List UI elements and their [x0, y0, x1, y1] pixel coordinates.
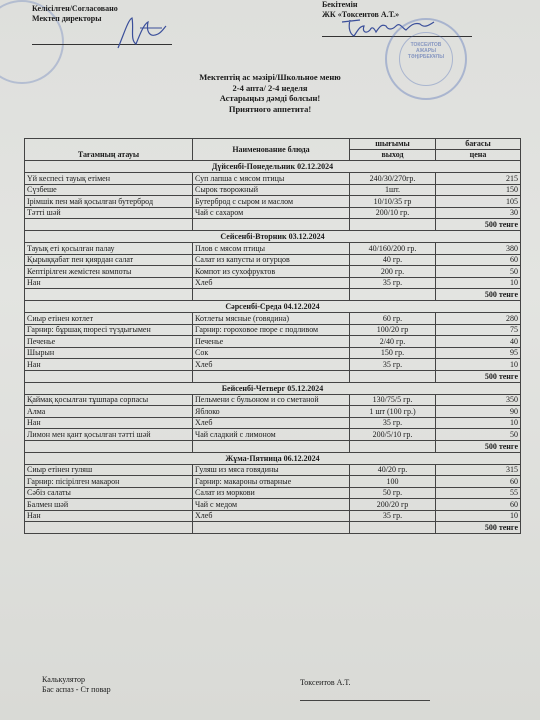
- company-label: ЖК «Токсеитов А.Т.»: [322, 10, 400, 19]
- dish-price: 280: [436, 313, 521, 325]
- menu-title-line3: Астарыңыз дәмді болсын!: [219, 93, 321, 103]
- table-row: [25, 429, 521, 441]
- dish-name-kz: Қаймақ қосылған тұшпара сорпасы: [25, 394, 193, 406]
- dish-name-ru: Хлеб: [193, 417, 350, 429]
- col-header-qty-ru: выход: [350, 150, 436, 161]
- dish-name-ru: Гарнир: гороховое пюре с подливом: [193, 324, 350, 336]
- dish-name-kz: Сиыр етінен котлет: [25, 313, 193, 325]
- total-spacer: [25, 440, 193, 452]
- total-spacer: [25, 522, 193, 534]
- dish-quantity: 2/40 гр.: [350, 336, 436, 348]
- dish-name-ru: Плов с мясом птицы: [193, 243, 350, 255]
- day-total-row: [25, 522, 521, 534]
- table-row: [25, 196, 521, 208]
- day-title: Бейсенбі-Четверг 05.12.2024: [25, 382, 521, 394]
- day-title: Сейсенбі-Вторник 03.12.2024: [25, 231, 521, 243]
- dish-quantity: 200/10 гр.: [350, 207, 436, 219]
- dish-quantity: 35 гр.: [350, 359, 436, 371]
- menu-title-line1: Мектептің ас мәзірі/Школьное меню: [199, 72, 341, 82]
- day-title: Дүйсенбі-Понедельник 02.12.2024: [25, 161, 521, 173]
- total-spacer: [193, 370, 350, 382]
- dish-name-ru: Салат из моркови: [193, 487, 350, 499]
- dish-name-kz: Нан: [25, 359, 193, 371]
- day-total: 500 тенге: [436, 289, 521, 301]
- dish-price: 350: [436, 394, 521, 406]
- dish-name-ru: Чай с медом: [193, 499, 350, 511]
- total-spacer: [193, 440, 350, 452]
- dish-quantity: 40 гр.: [350, 254, 436, 266]
- dish-quantity: 1шт.: [350, 184, 436, 196]
- table-row: [25, 510, 521, 522]
- col-header-name-ru: Наименование блюда: [193, 139, 350, 161]
- approve-label: Бекітемін: [322, 0, 358, 9]
- dish-name-kz: Шырын: [25, 347, 193, 359]
- dish-name-kz: Сәбіз салаты: [25, 487, 193, 499]
- director-label: Мектеп директоры: [32, 14, 102, 23]
- dish-price: 40: [436, 336, 521, 348]
- dish-name-kz: Қырыққабат пен қиярдан салат: [25, 254, 193, 266]
- dish-name-kz: Сүзбеше: [25, 184, 193, 196]
- dish-price: 60: [436, 499, 521, 511]
- dish-name-kz: Гарнир: пісірілген макарон: [25, 476, 193, 488]
- menu-title: [0, 72, 540, 114]
- dish-price: 50: [436, 266, 521, 278]
- dish-price: 55: [436, 487, 521, 499]
- dish-quantity: 240/30/270гр.: [350, 173, 436, 185]
- col-header-name-kz: Тағамның атауы: [25, 139, 193, 161]
- day-total-row: [25, 289, 521, 301]
- agreed-label: Келісілген/Согласовано: [32, 4, 118, 13]
- dish-name-ru: Яблоко: [193, 406, 350, 418]
- dish-name-ru: Бутерброд с сыром и маслом: [193, 196, 350, 208]
- day-total: 500 тенге: [436, 522, 521, 534]
- dish-price: 150: [436, 184, 521, 196]
- table-row: [25, 464, 521, 476]
- menu-body: [25, 161, 521, 534]
- total-spacer: [25, 219, 193, 231]
- director-signature: [110, 14, 170, 54]
- dish-quantity: 10/10/35 гр: [350, 196, 436, 208]
- dish-price: 50: [436, 429, 521, 441]
- footer-signature-line: [300, 700, 430, 701]
- dish-quantity: 35 гр.: [350, 510, 436, 522]
- dish-quantity: 100: [350, 476, 436, 488]
- dish-name-kz: Үй кеспесі тауық етімен: [25, 173, 193, 185]
- total-spacer: [350, 522, 436, 534]
- dish-name-ru: Котлеты мясные (говядина): [193, 313, 350, 325]
- dish-name-ru: Чай с сахаром: [193, 207, 350, 219]
- dish-name-ru: Хлеб: [193, 277, 350, 289]
- dish-quantity: 1 шт (100 гр.): [350, 406, 436, 418]
- total-spacer: [350, 219, 436, 231]
- day-total-row: [25, 440, 521, 452]
- table-row: [25, 487, 521, 499]
- day-total: 500 тенге: [436, 370, 521, 382]
- dish-price: 105: [436, 196, 521, 208]
- dish-price: 10: [436, 510, 521, 522]
- total-spacer: [193, 522, 350, 534]
- dish-price: 380: [436, 243, 521, 255]
- table-row: [25, 254, 521, 266]
- table-row: [25, 277, 521, 289]
- dish-name-kz: Нан: [25, 510, 193, 522]
- dish-price: 90: [436, 406, 521, 418]
- dish-name-ru: Сырок творожный: [193, 184, 350, 196]
- dish-quantity: 200/20 гр: [350, 499, 436, 511]
- dish-quantity: 130/75/5 гр.: [350, 394, 436, 406]
- dish-price: 30: [436, 207, 521, 219]
- col-header-qty-kz: шығымы: [350, 139, 436, 150]
- total-spacer: [193, 219, 350, 231]
- dish-name-ru: Пельмени с бульоном и со сметаной: [193, 394, 350, 406]
- dish-name-ru: Компот из сухофруктов: [193, 266, 350, 278]
- chef-label: Бас аспаз - Ст повар: [42, 685, 111, 694]
- table-row: [25, 324, 521, 336]
- dish-price: 10: [436, 359, 521, 371]
- day-header-row: [25, 231, 521, 243]
- approval-block-left: [32, 4, 118, 24]
- table-row: [25, 266, 521, 278]
- day-header-row: [25, 382, 521, 394]
- menu-table: [24, 138, 521, 534]
- total-spacer: [350, 289, 436, 301]
- col-header-price-ru: цена: [436, 150, 521, 161]
- total-spacer: [193, 289, 350, 301]
- dish-name-kz: Нан: [25, 277, 193, 289]
- dish-name-ru: Хлеб: [193, 359, 350, 371]
- dish-name-kz: Нан: [25, 417, 193, 429]
- dish-name-kz: Тәтті шәй: [25, 207, 193, 219]
- table-row: [25, 359, 521, 371]
- footer-left: [42, 675, 111, 695]
- dish-name-ru: Гарнир: макароны отварные: [193, 476, 350, 488]
- table-row: [25, 417, 521, 429]
- total-spacer: [350, 370, 436, 382]
- dish-price: 95: [436, 347, 521, 359]
- dish-name-kz: Лимон мен қант қосылған тәтті шәй: [25, 429, 193, 441]
- dish-name-kz: Сиыр етінен гуляш: [25, 464, 193, 476]
- day-total: 500 тенге: [436, 219, 521, 231]
- dish-price: 60: [436, 254, 521, 266]
- dish-quantity: 200 гр.: [350, 266, 436, 278]
- dish-name-kz: Гарнир: бұршақ пюресі түздығымен: [25, 324, 193, 336]
- dish-name-kz: Алма: [25, 406, 193, 418]
- total-spacer: [350, 440, 436, 452]
- dish-name-kz: Кептірілген жемістен компоты: [25, 266, 193, 278]
- total-spacer: [25, 289, 193, 301]
- dish-name-kz: Балмен шәй: [25, 499, 193, 511]
- dish-quantity: 100/20 гр: [350, 324, 436, 336]
- dish-price: 215: [436, 173, 521, 185]
- day-header-row: [25, 161, 521, 173]
- dish-name-ru: Гуляш из мяса говядины: [193, 464, 350, 476]
- table-row: [25, 406, 521, 418]
- dish-quantity: 200/5/10 гр.: [350, 429, 436, 441]
- menu-title-line4: Приятного аппетита!: [228, 103, 312, 114]
- footer-right: [300, 678, 350, 688]
- table-row: [25, 313, 521, 325]
- dish-quantity: 40/160/200 гр.: [350, 243, 436, 255]
- table-row: [25, 394, 521, 406]
- dish-price: 315: [436, 464, 521, 476]
- dish-price: 10: [436, 277, 521, 289]
- col-header-price-kz: бағасы: [436, 139, 521, 150]
- signer-name: Токсеитов А.Т.: [300, 678, 351, 687]
- dish-quantity: 150 гр.: [350, 347, 436, 359]
- table-row: [25, 336, 521, 348]
- dish-quantity: 35 гр.: [350, 277, 436, 289]
- calculator-label: Калькулятор: [42, 675, 85, 684]
- table-row: [25, 347, 521, 359]
- day-total-row: [25, 219, 521, 231]
- day-title: Жұма-Пятница 06.12.2024: [25, 452, 521, 464]
- dish-name-ru: Чай сладкий с лимоном: [193, 429, 350, 441]
- day-total: 500 тенге: [436, 440, 521, 452]
- day-total-row: [25, 370, 521, 382]
- dish-price: 75: [436, 324, 521, 336]
- table-row: [25, 476, 521, 488]
- dish-name-ru: Сок: [193, 347, 350, 359]
- dish-name-kz: Ірімшік пен май қосылған бутерброд: [25, 196, 193, 208]
- dish-name-kz: Тауық еті қосылған палау: [25, 243, 193, 255]
- table-row: [25, 499, 521, 511]
- table-row: [25, 207, 521, 219]
- dish-name-ru: Салат из капусты и огурцов: [193, 254, 350, 266]
- table-row: [25, 173, 521, 185]
- dish-name-ru: Суп лапша с мясом птицы: [193, 173, 350, 185]
- stamp-text: ТОКСЕИТОВ АЖАРЫ ТӘҢІРБЕКҰЛЫ: [407, 42, 445, 60]
- dish-name-kz: Печенье: [25, 336, 193, 348]
- dish-quantity: 60 гр.: [350, 313, 436, 325]
- table-row: [25, 243, 521, 255]
- day-title: Сәрсенбі-Среда 04.12.2024: [25, 301, 521, 313]
- dish-name-ru: Хлеб: [193, 510, 350, 522]
- dish-name-ru: Печенье: [193, 336, 350, 348]
- dish-price: 60: [436, 476, 521, 488]
- table-row: [25, 184, 521, 196]
- day-header-row: [25, 452, 521, 464]
- day-header-row: [25, 301, 521, 313]
- table-header-row: [25, 139, 521, 150]
- dish-quantity: 40/20 гр.: [350, 464, 436, 476]
- dish-quantity: 50 гр.: [350, 487, 436, 499]
- dish-quantity: 35 гр.: [350, 417, 436, 429]
- dish-price: 10: [436, 417, 521, 429]
- total-spacer: [25, 370, 193, 382]
- menu-title-line2: 2-4 апта/ 2-4 неделя: [232, 82, 308, 93]
